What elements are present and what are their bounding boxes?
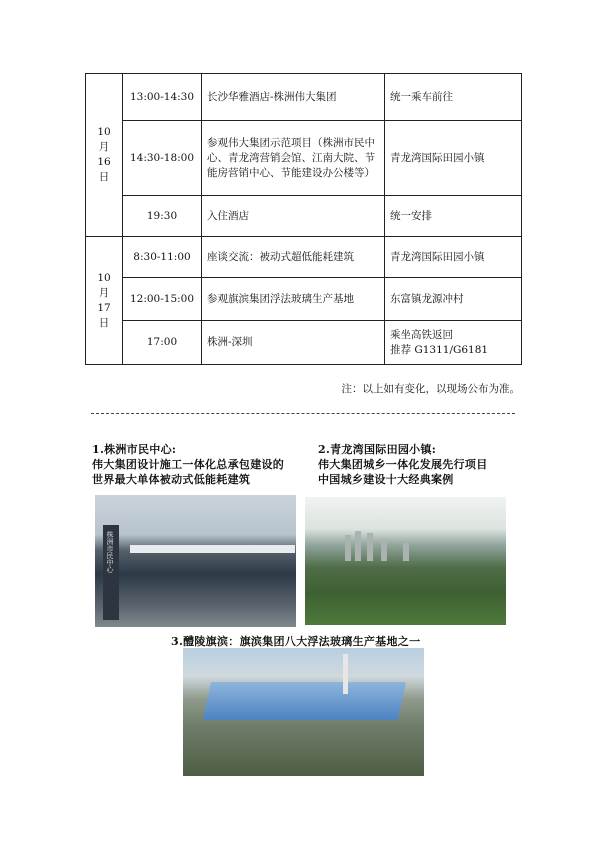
- day-cell-16: [86, 74, 123, 237]
- time-cell: 8:30-11:00: [123, 237, 202, 278]
- day-cell-17: [86, 237, 123, 365]
- location-cell: 乘坐高铁返回 推荐 G1311/G6181: [385, 321, 522, 365]
- time-cell: 14:30-18:00: [123, 121, 202, 196]
- photo-sign-text: 株洲市民中心: [106, 531, 114, 573]
- activity-cell: 株洲-深圳: [202, 321, 385, 365]
- caption-qibin: 3.醴陵旗滨：旗滨集团八大浮法玻璃生产基地之一: [171, 635, 421, 648]
- day-label: 10 月 16 日: [97, 126, 111, 183]
- dashed-divider: [91, 413, 515, 414]
- activity-cell: 座谈交流：被动式超低能耗建筑: [202, 237, 385, 278]
- time-cell: 17:00: [123, 321, 202, 365]
- time-cell: 12:00-15:00: [123, 278, 202, 321]
- location-cell: 东富镇龙源冲村: [385, 278, 522, 321]
- activity-cell: 长沙华雅酒店-株洲伟大集团: [202, 74, 385, 121]
- caption-qinglongwan: 2.青龙湾国际田园小镇: 伟大集团城乡一体化发展先行项目 中国城乡建设十大经典案例: [318, 443, 488, 486]
- location-cell: 青龙湾国际田园小镇: [385, 237, 522, 278]
- location-cell: 统一乘车前往: [385, 74, 522, 121]
- schedule-table: [85, 73, 522, 365]
- time-cell: 13:00-14:30: [123, 74, 202, 121]
- location-cell: 统一安排: [385, 196, 522, 237]
- photo-qibin-glass-plant: [183, 648, 424, 776]
- activity-cell: 参观伟大集团示范项目（株洲市民中心、青龙湾营销会馆、江南大院、节能房营销中心、节能建设办公楼等）: [202, 121, 385, 196]
- schedule-note: 注：以上如有变化，以现场公布为准。: [341, 383, 520, 395]
- caption-civic-center: 1.株洲市民中心: 伟大集团设计施工一体化总承包建设的 世界最大单体被动式低能耗建筑: [92, 443, 285, 486]
- photo-qinglongwan-town: [305, 497, 506, 625]
- location-cell: 青龙湾国际田园小镇: [385, 121, 522, 196]
- photo-civic-center: [95, 495, 296, 627]
- activity-cell: 入住酒店: [202, 196, 385, 237]
- activity-cell: 参观旗滨集团浮法玻璃生产基地: [202, 278, 385, 321]
- day-label: 10 月 17 日: [97, 271, 111, 329]
- time-cell: 19:30: [123, 196, 202, 237]
